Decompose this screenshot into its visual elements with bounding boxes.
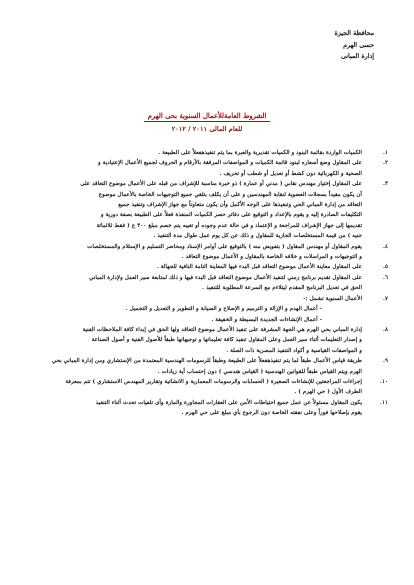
condition-number: ٨. [383, 326, 388, 333]
condition-text-line: التكليفات الصادرة إليه و يقوم بالإعداد و التوقيع على دفاتر حصر الكميات المنفذة فعلاً على الطبيعة بصفة دورية و [100, 212, 362, 219]
condition-subitem: - أعمال الهدم و الإزالة و الترميم و الإصلاح و الصيانة و التطوير و التعديل و التجميل . [125, 306, 322, 313]
condition-item [32, 179, 388, 241]
conditions-list [32, 148, 388, 419]
condition-text-line: على المقاول إختيار مهندس نقابي ( مدني أو عمارة ) ذو خبرة مناسبة للإشراف من قبله على الأعمال موضوع التعاقد على [80, 181, 362, 188]
condition-number: ٩. [383, 358, 388, 365]
title-block [0, 103, 414, 133]
condition-text-line: التعاقد من إدارة المباني الحي وتنفيذها على الوجه الأكمل وأن يكون متعاوناً مع جهاز الإشراف وتنفيذ جميع [118, 202, 362, 209]
condition-number: ٢. [383, 160, 388, 167]
condition-number: ٦. [383, 274, 388, 281]
condition-text-line: الصحية و الكهربائية دون كشط أو تعديل أو شطب أو تحريف . [219, 170, 362, 177]
condition-text-line: أن يكون مقيداً بسجلات العضوية لنقابة المهندسين و على أن يكلف بتلقي جميع التوجيهات الخاصة بالأعمال موضوع [98, 191, 362, 198]
letterhead-department: إدارة المبانى [341, 53, 374, 60]
condition-text-line: تقديمها إلى جهاز الإشراف للمراجعة و الإعتماد و في حالة عدم وجوده أو تغيبه يتم خصم مبلغ ٣٠٠ ج ( فقط ثلاثمائة [96, 222, 362, 229]
condition-item [32, 325, 388, 356]
condition-text-line: على المقاول معاينة الأعمال موضوع التعاقد قبل البدء فيها المعاينة التامة النافية للجهالة . [156, 264, 362, 271]
condition-text-line: و المواصفات القياسية و أكواد التنفيذ المصرية ذات الصلة . [226, 347, 362, 354]
condition-number: ١٠. [380, 378, 388, 385]
condition-subitem: - أعمال الإنشاءات الجديدة البسيطة و الخفيفة . [211, 316, 322, 323]
condition-text-line: على المقاول وضع أسعاره لبنود قائمة الكميات و المواصفات المرفقة بالأرقام و الحروف لجميع الأعمال الإعتيادية و [97, 160, 362, 167]
condition-text-line: يقوم بإصلاحها فوراً وعلى نفقته الخاصة دون الرجوع بأي مبلغ على حي الهرم . [181, 410, 362, 417]
document-subtitle: للعام المالى ٢٠١١ / ٢٠١٢ [171, 125, 243, 133]
condition-text-line: الأعمال السنوية تشمل :- [303, 295, 362, 302]
condition-item [32, 294, 388, 325]
condition-text-line: يكون المقاول مسئولاً عن عمل جميع احتياطات الأمن على العقارات المجاورة والمارة وأى تلفيات تحدث أثناء التنفيذ [95, 399, 362, 406]
condition-text-line: و إصدار التعليمات أثناء سير العمل وعلى المقاول تنفيذ كافة تعليماتها و توجيهاتها طبقاً للأصول الفنية و أصول الصناعة [91, 337, 362, 344]
condition-item [32, 398, 388, 419]
condition-text-line: و التوجيهات و المراسلات و خلافه الخاصة بالمقاول و الأعمال موضوع التعاقد . [181, 254, 362, 261]
condition-text-line: الكميات الواردة بقائمة البنود و الكميات تقديرية والعبرة بما يتم تنفيذهفعلاً على الطبيعة . [158, 150, 362, 156]
condition-item [32, 273, 388, 294]
letterhead-district: حسى الهرم [343, 41, 374, 49]
condition-item [32, 356, 388, 377]
condition-number: ٣. [383, 181, 388, 188]
condition-number: ٤. [383, 243, 388, 250]
condition-text-line: الطرف الأول ( حي الهرم ) . [294, 389, 362, 396]
condition-text-line: الحق في تعديل البرنامج المقدم ليتلاءم مع السرعة المطلوبة للتنفيذ . [202, 285, 362, 292]
letterhead-governorate: محافظة الجيزة [334, 30, 374, 37]
condition-subitems [32, 304, 362, 325]
condition-number: ١١. [380, 399, 388, 406]
letterhead [334, 28, 374, 63]
document-title: الشروط العامةللأعمال السنوية بحى الهرم [144, 112, 271, 122]
condition-number: ٥. [383, 264, 388, 271]
condition-item [32, 158, 388, 179]
condition-item [32, 262, 388, 272]
condition-text-line: جنيه ) من قيمة المستخلصات الجارية للمقاول و ذلك عن كل يوم عمل طوال مدة التنفيذ . [153, 233, 362, 240]
condition-item [32, 148, 388, 158]
condition-item [32, 242, 388, 263]
condition-text-line: إجراءات المراجعتين للإنشاءات الصغيرة ( الحسابات والرسومات المعمارية و الانشائية وتقارير المهندس الاستشاري ) تتم بمعرفة [65, 378, 362, 385]
condition-text-line: الهرم ويتم القياس طبقاً للقوانين الهندسية ( القياس هندسي ) دون إحتساب أية زيادات . [157, 368, 362, 375]
condition-text-line: إدارة المباني بحي الهرم هي الجهة المشرفة على تنفيذ الأعمال موضوع التعاقد ولها الحق في إبداء كافة الملاحظات الفنية [82, 326, 362, 333]
condition-text-line: على المقاول تقديم برنامج زمني لتنفيذ الأعمال موضوع التعاقد قبل البدء فيها و ذلك لمتابعة سير العمل ولإدارة المباني [89, 274, 362, 281]
condition-text-line: يقوم المقاول أو مهندس المقاول ( بتفويض منه ) بالتوقيع على أوامر الإسناد ومحاضر التسليم و الإستلام والمستخلصات [87, 243, 362, 250]
condition-item [32, 377, 388, 398]
condition-text-line: طريقة قياس الأعمال طبقاً لما يتم تنفيذهفعلاً على الطبيعة وطبقاً للرسومات الهندسية المعتمدة من الإستشاري ومن إدارة المباني بحي [51, 358, 362, 365]
condition-number: ١. [383, 150, 388, 156]
condition-number: ٧. [383, 295, 388, 302]
